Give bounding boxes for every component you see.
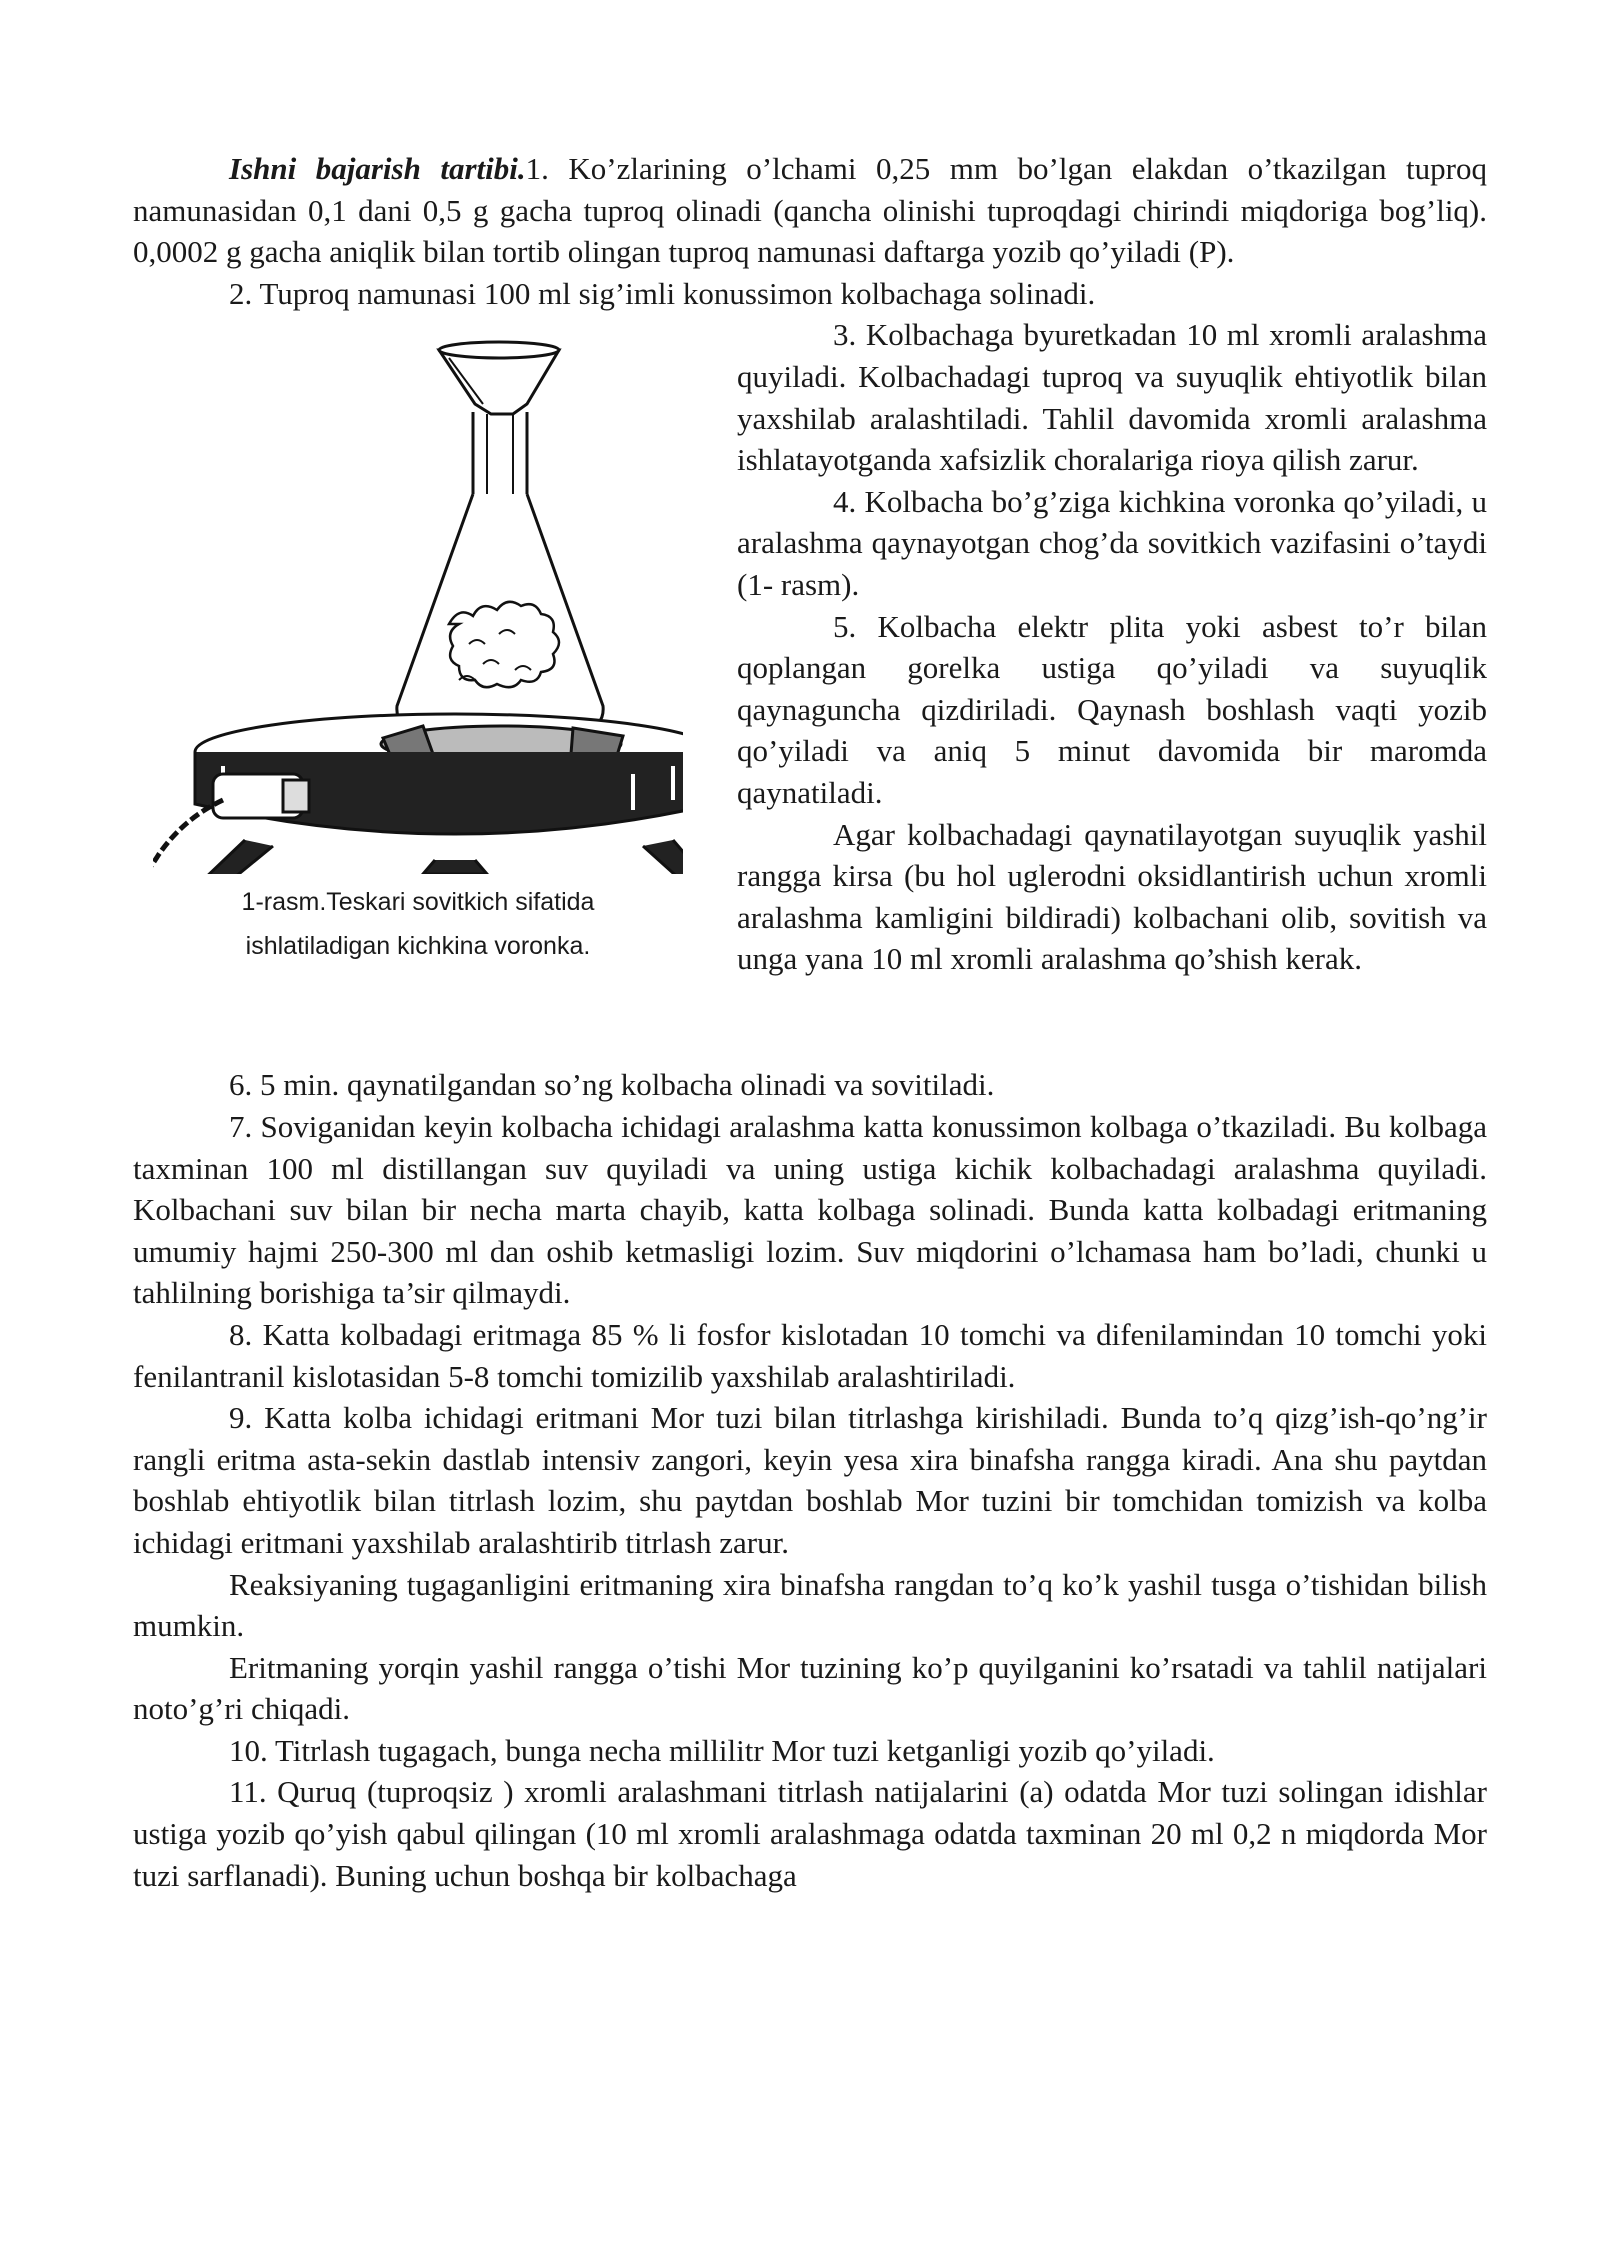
paragraph-5b: Agar kolbachadagi qaynatilayotgan suyuqlik yashil rangga kirsa (bu hol uglerodni oksidlantirish uchun xromli aralashma kamligini bildiradi) kolbachani olib, sovitish va unga yana 10 ml xromli aralashma qo’shish kerak. [737, 816, 1487, 977]
paragraph-5: 5. Kolbacha elektr plita yoki asbest to’r bilan qoplangan gorelka ustiga qo’yiladi va suyuqlik qaynaguncha qizdiriladi. Qaynash boshlash vaqti yozib qo’yiladi va aniq 5 minut davomida bir maromda qaynatiladi. [737, 608, 1487, 810]
paragraph-1-text: 1. Ko’zlarining o’lchami 0,25 mm bo’lgan elakdan o’tkazilgan tuproq namunasidan 0,1 dani 0,5 g gacha tuproq olinadi (qancha olinishi tuproqdagi chirindi miqdoriga bog’liq). 0,0002 g gacha aniqlik bilan tortib olingan tuproq namunasi daftarga yozib qo’yiladi (P). [133, 151, 1487, 270]
paragraph-9: 9. Katta kolba ichidagi eritmani Mor tuzi bilan titrlashga kirishiladi. Bunda to’q qizg’ish-qo’ng’ir rangli eritma asta-sekin dastlab intensiv zangori, keyin yesa xira binafsha rangga kiradi. Ana shu paytdan boshlab ehtiyotlik bilan titrlash lozim, shu paytdan boshlab Mor tuzini bir tomchidan tomizish va kolba ichidagi eritmani yaxshilab aralashtirib titrlash zarur. [133, 1400, 1487, 1560]
figure-caption-line-2: ishlatiladigan kichkina voronka. [245, 932, 591, 961]
paragraph-4: 4. Kolbacha bo’g’ziga kichkina voronka qo’yiladi, u aralashma qaynayotgan chog’da sovitkich vazifasini o’taydi (1- rasm). [737, 483, 1487, 602]
figure-caption [133, 880, 703, 968]
paragraph-7: 7. Soviganidan keyin kolbacha ichidagi aralashma katta konussimon kolbaga o’tkaziladi. Bu kolbaga taxminan 100 ml distillangan suv quyiladi va uning ustiga kichik kolbachadagi aralashma quyiladi. Kolbachani suv bilan bir necha marta chayib, katta kolbaga solinadi. Bunda katta kolbadagi eritmaning umumiy hajmi 250-300 ml dan oshib ketmasligi lozim. Suv miqdorini o’lchamasa ham bo’ladi, chunki u tahlilning borishiga ta’sir qilmaydi. [133, 1108, 1487, 1311]
figure-1 [133, 314, 703, 1064]
figure-row [133, 314, 1487, 1064]
paragraph-11: 11. Quruq (tuproqsiz ) xromli aralashmani titrlash natijalarini (a) odatda Mor tuzi solingan idishlar ustiga yozib qo’yish qabul qilingan (10 ml xromli aralashmaga odatda taxminan 20 ml 0,2 n miqdorda Mor tuzi sarflanadi). Buning uchun boshqa bir kolbachaga [133, 1774, 1487, 1893]
paragraph-9b: Reaksiyaning tugaganligini eritmaning xira binafsha rangdan to’q ko’k yashil tusga o’tishidan bilish mumkin. [133, 1566, 1487, 1644]
paragraph-6: 6. 5 min. qaynatilgandan so’ng kolbacha olinadi va sovitiladi. [229, 1067, 995, 1103]
side-text-column [737, 314, 1487, 980]
paragraph-3: 3. Kolbachaga byuretkadan 10 ml xromli aralashma quyiladi. Kolbachadagi tuproq va suyuqlik ehtiyotlik bilan yaxshilab aralashtiladi. Tahlil davomida xromli aralashma ishlatayotganda xafsizlik choralariga rioya qilish zarur. [737, 317, 1487, 478]
paragraph-2: 2. Tuproq namunasi 100 ml sig’imli konussimon kolbachaga solinadi. [229, 275, 1096, 311]
paragraph-8: 8. Katta kolbadagi eritmaga 85 % li fosfor kislotadan 10 tomchi va difenilamindan 10 tomchi yoki fenilantranil kislotasidan 5-8 tomchi tomizilib yaxshilab aralashtiriladi. [133, 1316, 1487, 1394]
flask-hotplate-illustration [153, 334, 683, 874]
paragraph-1 [133, 148, 1487, 273]
paragraph-9c: Eritmaning yorqin yashil rangga o’tishi Mor tuzining ko’p quyilganini ko’rsatadi va tahlil natijalari noto’g’ri chiqadi. [133, 1649, 1487, 1727]
paragraph-10: 10. Titrlash tugagach, bunga necha millilitr Mor tuzi ketganligi yozib qo’yiladi. [229, 1732, 1215, 1768]
document-page [133, 148, 1487, 1896]
section-title: Ishni bajarish tartibi. [229, 151, 526, 186]
figure-caption-line-1: 1-rasm.Teskari sovitkich sifatida [241, 888, 595, 917]
